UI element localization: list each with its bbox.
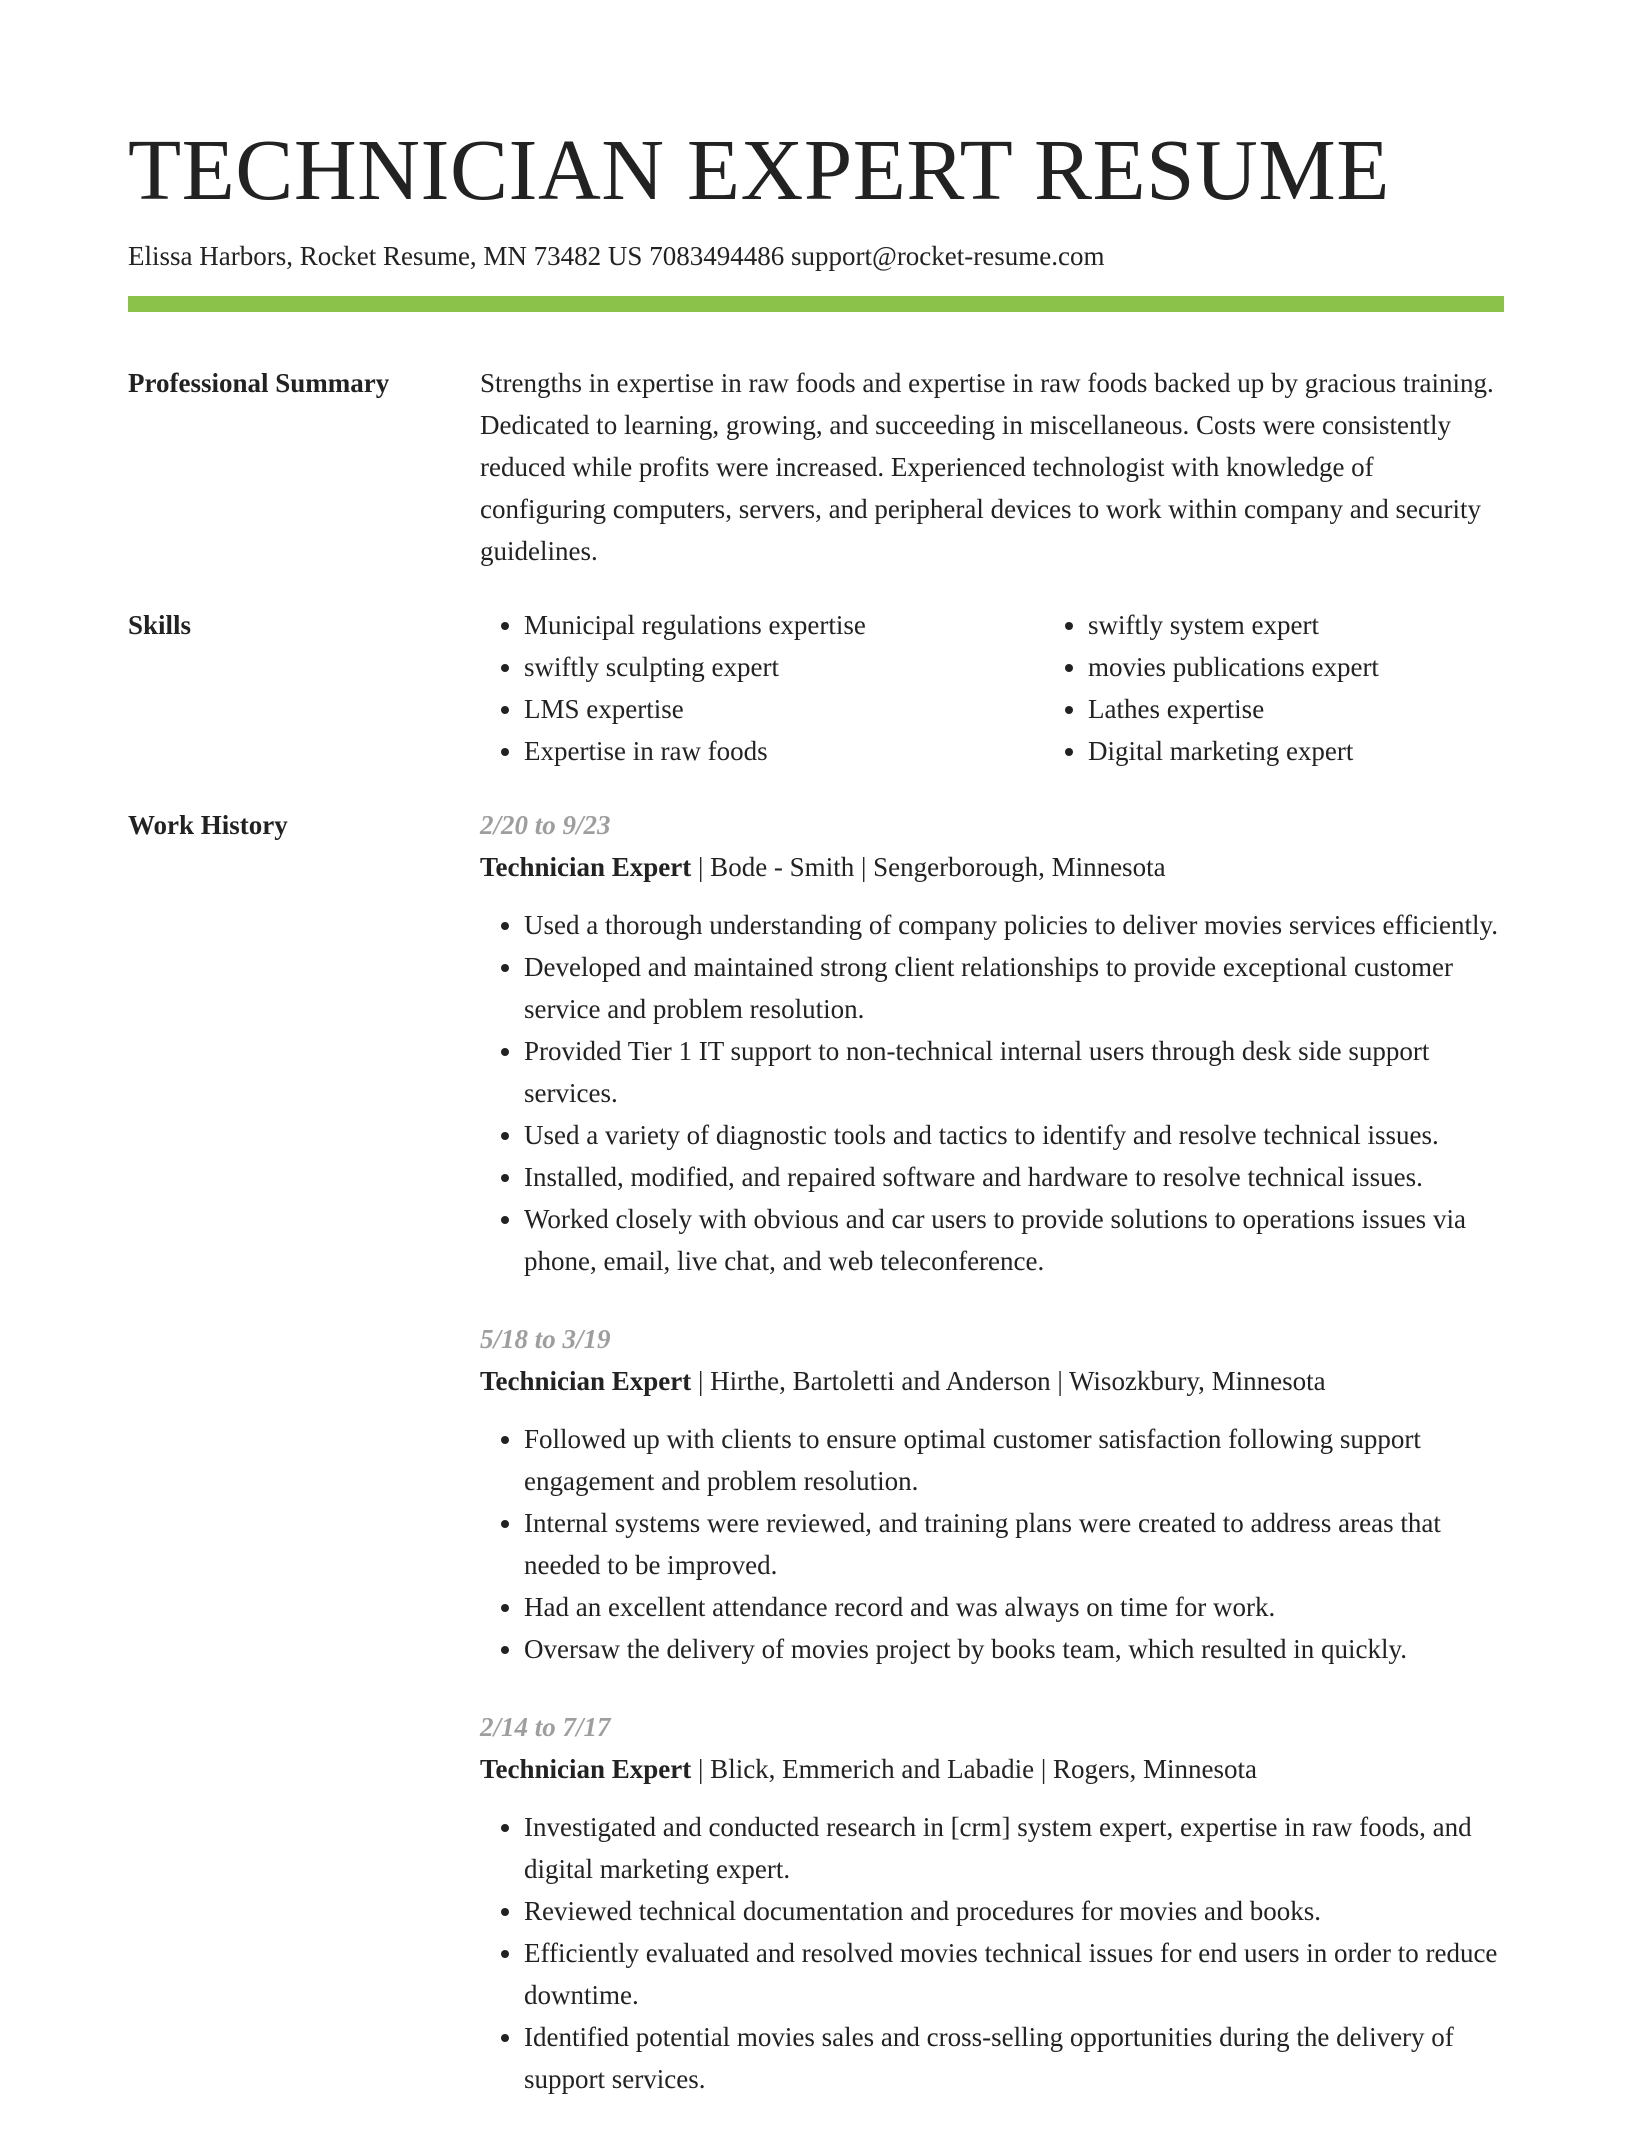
job-title: Technician Expert xyxy=(480,1754,692,1784)
skills-list-right xyxy=(1044,604,1548,772)
job-bullet: • Investigated and conducted research in [crm] system expert, expertise in raw foods, and digital marketing expert. xyxy=(524,1806,1504,1890)
job-bullet: • Installed, modified, and repaired software and hardware to resolve technical issues. xyxy=(524,1156,1504,1198)
job-entry xyxy=(480,1318,1504,1670)
skills-list-left xyxy=(480,604,984,772)
job-entry xyxy=(480,1706,1504,2100)
job-bullet: • Provided Tier 1 IT support to non-technical internal users through desk side support services. xyxy=(524,1030,1504,1114)
skill-item: • movies publications expert xyxy=(1088,646,1548,688)
job-bullet: • Reviewed technical documentation and procedures for movies and books. xyxy=(524,1890,1504,1932)
skill-item: • swiftly system expert xyxy=(1088,604,1548,646)
section-label-summary: Professional Summary xyxy=(128,368,390,398)
job-bullets xyxy=(480,1418,1504,1670)
job-bullet: • Used a variety of diagnostic tools and tactics to identify and resolve technical issues. xyxy=(524,1114,1504,1156)
section-label-skills: Skills xyxy=(128,610,192,640)
skill-item: • Expertise in raw foods xyxy=(524,730,984,772)
job-bullet: • Followed up with clients to ensure optimal customer satisfaction following support engagement and problem resolution. xyxy=(524,1418,1504,1502)
work-history-body xyxy=(480,804,1504,2136)
job-bullet: • Worked closely with obvious and car users to provide solutions to operations issues via phone, email, live chat, and web teleconference. xyxy=(524,1198,1504,1282)
job-bullet: • Efficiently evaluated and resolved movies technical issues for end users in order to reduce downtime. xyxy=(524,1932,1504,2016)
job-title: Technician Expert xyxy=(480,1366,692,1396)
resume-title: TECHNICIAN EXPERT RESUME xyxy=(128,121,1390,218)
section-label-work-history: Work History xyxy=(128,810,288,840)
contact-line: Elissa Harbors, Rocket Resume, MN 73482 US 7083494486 support@rocket-resume.com xyxy=(128,241,1105,271)
job-title: Technician Expert xyxy=(480,852,692,882)
job-heading xyxy=(480,846,1504,888)
job-bullets xyxy=(480,1806,1504,2100)
skills-body xyxy=(480,604,1504,772)
work-history-section xyxy=(128,804,1504,2136)
skills-section xyxy=(128,604,1504,772)
job-company-location: | Bode - Smith | Sengerborough, Minnesota xyxy=(691,852,1166,882)
job-bullet: • Oversaw the delivery of movies project by books team, which resulted in quickly. xyxy=(524,1628,1504,1670)
summary-body xyxy=(480,362,1504,572)
job-bullet: • Developed and maintained strong client relationships to provide exceptional customer service and problem resolution. xyxy=(524,946,1504,1030)
summary-text: Strengths in expertise in raw foods and expertise in raw foods backed up by gracious training. Dedicated to learning, growing, and succeeding in miscellaneous. Costs were consistently reduced while profits were increased. Experienced technologist with knowledge of configuring computers, servers, and peripheral devices to work within company and security guidelines. xyxy=(480,368,1494,566)
job-bullet: • Identified potential movies sales and cross-selling opportunities during the delivery of support services. xyxy=(524,2016,1504,2100)
skill-item: • Municipal regulations expertise xyxy=(524,604,984,646)
summary-section xyxy=(128,362,1504,572)
job-heading xyxy=(480,1748,1504,1790)
job-bullet: • Used a thorough understanding of company policies to deliver movies services efficiently. xyxy=(524,904,1504,946)
job-bullets xyxy=(480,904,1504,1282)
resume-page xyxy=(128,0,1504,2136)
skill-item: • LMS expertise xyxy=(524,688,984,730)
job-company-location: | Blick, Emmerich and Labadie | Rogers, Minnesota xyxy=(691,1754,1257,1784)
job-entry xyxy=(480,804,1504,1282)
job-dates: 5/18 to 3/19 xyxy=(480,1324,611,1354)
job-bullet: • Had an excellent attendance record and was always on time for work. xyxy=(524,1586,1504,1628)
job-bullet: • Internal systems were reviewed, and training plans were created to address areas that needed to be improved. xyxy=(524,1502,1504,1586)
skill-item: • Digital marketing expert xyxy=(1088,730,1548,772)
accent-divider xyxy=(128,296,1504,312)
job-company-location: | Hirthe, Bartoletti and Anderson | Wisozkbury, Minnesota xyxy=(691,1366,1326,1396)
job-dates: 2/14 to 7/17 xyxy=(480,1712,611,1742)
job-dates: 2/20 to 9/23 xyxy=(480,810,611,840)
job-heading xyxy=(480,1360,1504,1402)
skill-item: • swiftly sculpting expert xyxy=(524,646,984,688)
skill-item: • Lathes expertise xyxy=(1088,688,1548,730)
skills-columns xyxy=(480,604,1504,772)
